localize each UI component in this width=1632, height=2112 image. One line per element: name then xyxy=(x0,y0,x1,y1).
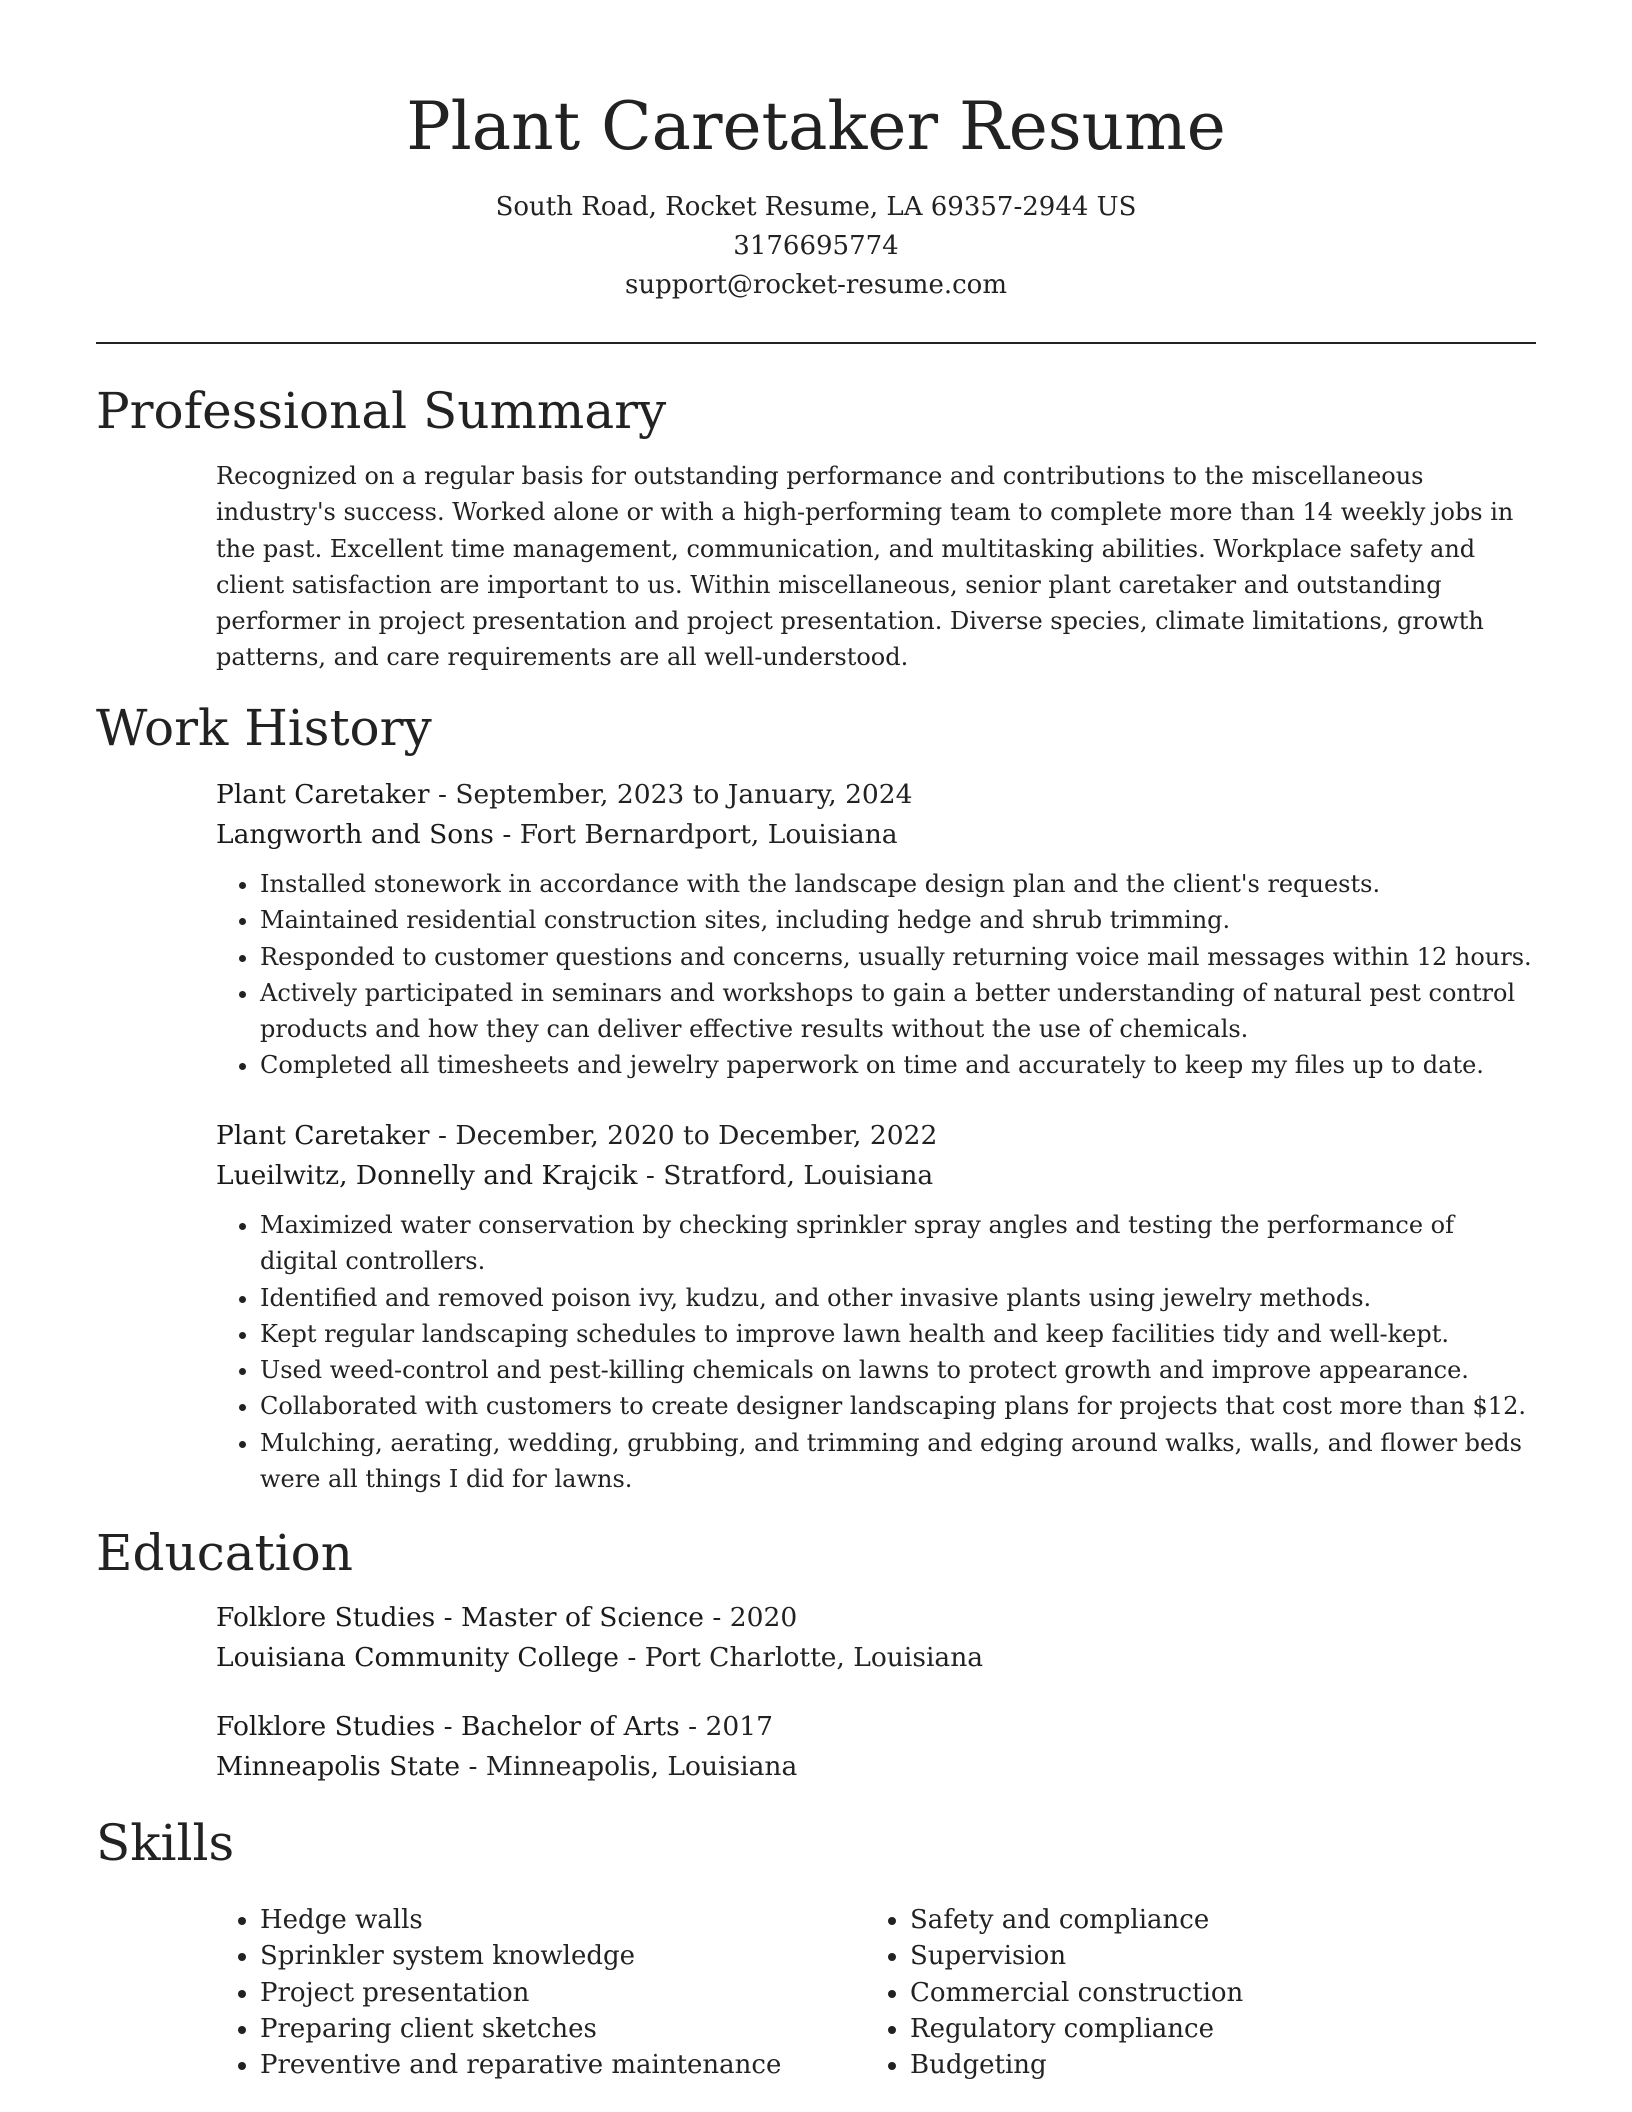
list-item: • Identified and removed poison ivy, kudzu, and other invasive plants using jewelry methods. xyxy=(260,1280,1536,1316)
school-location: Port Charlotte, Louisiana xyxy=(644,1641,984,1673)
list-item: • Maintained residential construction sites, including hedge and shrub trimming. xyxy=(260,902,1536,938)
skill-item: • Commercial construction xyxy=(910,1975,1516,2011)
skills-list xyxy=(216,1902,866,2083)
separator: - xyxy=(703,1602,730,1633)
separator: - xyxy=(460,1750,486,1782)
list-item: • Actively participated in seminars and workshops to gain a better understanding of natural pest control products and how they can deliver effective results without the use of chemicals. xyxy=(260,975,1536,1048)
work-history-heading: Work History xyxy=(96,699,432,757)
school-line xyxy=(216,1747,1536,1787)
separator: - xyxy=(679,1711,706,1742)
job-title: Plant Caretaker xyxy=(216,1120,430,1151)
skill-item: • Sprinkler system knowledge xyxy=(260,1938,866,1974)
job-company: Langworth and Sons xyxy=(216,818,494,850)
separator: - xyxy=(429,779,456,810)
summary-section xyxy=(216,458,1536,676)
job-entry xyxy=(216,775,1536,1084)
job-location: Fort Bernardport, Louisiana xyxy=(519,818,898,850)
field-of-study: Folklore Studies xyxy=(216,1711,436,1742)
separator: - xyxy=(618,1641,645,1673)
separator: - xyxy=(493,818,520,850)
job-location: Stratford, Louisiana xyxy=(663,1159,934,1191)
skill-item: • Supervision xyxy=(910,1938,1516,1974)
list-item: • Used weed-control and pest-killing chemicals on lawns to protect growth and improve appearance. xyxy=(260,1352,1536,1388)
skills-section xyxy=(216,1902,1536,2083)
job-title: Plant Caretaker xyxy=(216,779,430,810)
skill-item: • Hedge walls xyxy=(260,1902,866,1938)
job-company-line xyxy=(216,815,1536,855)
graduation-year: 2017 xyxy=(705,1711,773,1742)
email: support@rocket-resume.com xyxy=(624,270,1007,300)
list-item: • Installed stonework in accordance with the landscape design plan and the client's requests. xyxy=(260,866,1536,902)
job-entry xyxy=(216,1116,1536,1497)
degree-line xyxy=(216,1598,1536,1638)
skill-item: • Project presentation xyxy=(260,1975,866,2011)
skills-column-left xyxy=(216,1902,866,2083)
skills-list xyxy=(866,1902,1516,2083)
job-duties-list xyxy=(216,1207,1536,1497)
list-item: • Maximized water conservation by checking sprinkler spray angles and testing the performance of digital controllers. xyxy=(260,1207,1536,1280)
skills-heading: Skills xyxy=(96,1814,235,1872)
job-dates: September, 2023 to January, 2024 xyxy=(455,779,913,810)
separator: - xyxy=(637,1159,664,1191)
school-line xyxy=(216,1638,1536,1678)
degree: Bachelor of Arts xyxy=(461,1711,680,1742)
school-name: Minneapolis State xyxy=(216,1750,461,1782)
resume-title: Plant Caretaker Resume xyxy=(406,88,1226,165)
school-name: Louisiana Community College xyxy=(216,1641,619,1673)
skills-column-right xyxy=(866,1902,1516,2083)
summary-heading: Professional Summary xyxy=(96,382,667,440)
list-item: • Collaborated with customers to create designer landscaping plans for projects that cost more than $12. xyxy=(260,1388,1536,1424)
header-divider xyxy=(96,342,1536,344)
degree: Master of Science xyxy=(461,1602,704,1633)
graduation-year: 2020 xyxy=(729,1602,798,1633)
job-duties-list xyxy=(216,866,1536,1084)
education-entry xyxy=(216,1707,1536,1786)
contact-info xyxy=(0,188,1632,305)
skill-item: • Safety and compliance xyxy=(910,1902,1516,1938)
separator: - xyxy=(435,1711,462,1742)
summary-text: Recognized on a regular basis for outstanding performance and contributions to the miscellaneous industry's success. Worked alone or with a high-performing team to complete more than 14 weekly jobs in the past. Excellent time management, communication, and multitasking abilities. Workplace safety and client satisfaction are important to us. Within miscellaneous, senior plant caretaker and outstanding performer in project presentation and project presentation. Diverse species, climate limitations, growth patterns, and care requirements are all well-understood. xyxy=(216,462,1514,672)
list-item: • Kept regular landscaping schedules to improve lawn health and keep facilities tidy and well-kept. xyxy=(260,1316,1536,1352)
separator: - xyxy=(429,1120,456,1151)
job-title-line xyxy=(216,1116,1536,1156)
job-title-line xyxy=(216,775,1536,815)
skill-item: • Regulatory compliance xyxy=(910,2011,1516,2047)
education-heading: Education xyxy=(96,1524,353,1582)
list-item: • Responded to customer questions and concerns, usually returning voice mail messages within 12 hours. xyxy=(260,939,1536,975)
list-item: • Completed all timesheets and jewelry paperwork on time and accurately to keep my files up to date. xyxy=(260,1047,1536,1083)
job-dates: December, 2020 to December, 2022 xyxy=(455,1120,938,1151)
phone: 3176695774 xyxy=(733,231,899,261)
list-item: • Mulching, aerating, wedding, grubbing, and trimming and edging around walks, walls, and flower beds were all things I did for lawns. xyxy=(260,1425,1536,1498)
job-company: Lueilwitz, Donnelly and Krajcik xyxy=(216,1159,638,1191)
separator: - xyxy=(435,1602,462,1633)
field-of-study: Folklore Studies xyxy=(216,1602,436,1633)
education-entry xyxy=(216,1598,1536,1677)
degree-line xyxy=(216,1707,1536,1747)
skill-item: • Preparing client sketches xyxy=(260,2011,866,2047)
job-company-line xyxy=(216,1156,1536,1196)
skill-item: • Budgeting xyxy=(910,2047,1516,2083)
address: South Road, Rocket Resume, LA 69357-2944 US xyxy=(495,192,1137,222)
skill-item: • Preventive and reparative maintenance xyxy=(260,2047,866,2083)
school-location: Minneapolis, Louisiana xyxy=(485,1750,798,1782)
